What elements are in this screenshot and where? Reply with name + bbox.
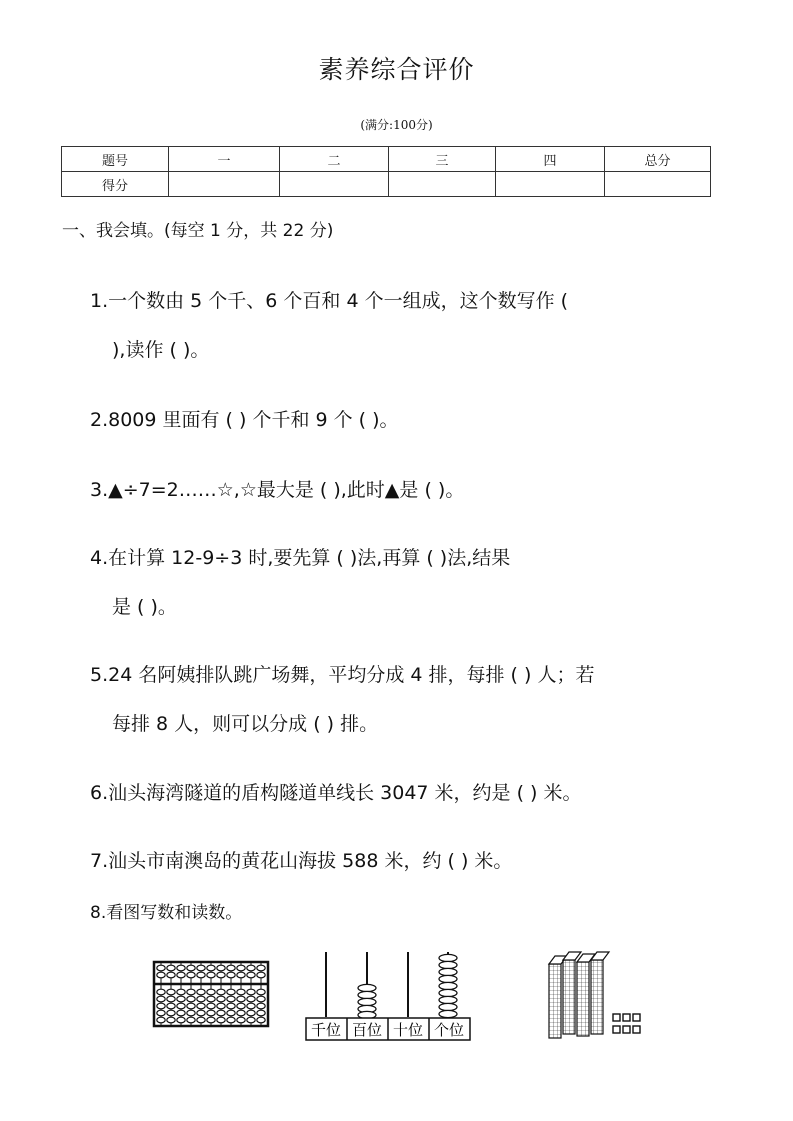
abacus-bead	[247, 996, 255, 1002]
abacus-bead	[257, 1017, 265, 1023]
abacus-bead	[247, 972, 255, 978]
score-input-cell[interactable]	[280, 172, 389, 197]
bead-abacus-figure	[152, 960, 270, 1028]
score-input-cell[interactable]	[169, 172, 280, 197]
abacus-bead	[207, 1003, 215, 1009]
abacus-bead	[177, 972, 185, 978]
abacus-bead	[217, 965, 225, 971]
abacus-bead	[237, 1010, 245, 1016]
abacus-bead	[197, 1010, 205, 1016]
abacus-bead	[197, 1017, 205, 1023]
abacus-bead	[197, 989, 205, 995]
abacus-bead	[237, 1017, 245, 1023]
abacus-bead	[217, 1017, 225, 1023]
hundred-flats	[549, 952, 609, 1038]
abacus-bead	[157, 1010, 165, 1016]
abacus-bead	[197, 965, 205, 971]
base-ten-blocks-figure	[545, 950, 650, 1045]
question-1-line-2: ),读作 ( )。	[112, 339, 210, 361]
abacus-bead	[167, 989, 175, 995]
abacus-bead	[257, 1010, 265, 1016]
full-score-note: (满分:100分)	[360, 118, 433, 132]
abacus-bead	[157, 1017, 165, 1023]
score-cell: 二	[280, 147, 389, 172]
abacus-bead	[157, 965, 165, 971]
abacus-bead	[217, 996, 225, 1002]
unit-cubes	[613, 1014, 640, 1033]
question-6: 6.汕头海湾隧道的盾构隧道单线长 3047 米，约是 ( ) 米。	[90, 782, 582, 804]
abacus-bead	[227, 1010, 235, 1016]
abacus-bead	[207, 1017, 215, 1023]
abacus-bead	[217, 989, 225, 995]
abacus-bead	[237, 1003, 245, 1009]
abacus-bead	[257, 989, 265, 995]
abacus-bead	[207, 965, 215, 971]
abacus-bead	[167, 972, 175, 978]
question-8: 8.看图写数和读数。	[90, 903, 243, 923]
abacus-bead	[207, 1010, 215, 1016]
abacus-bead	[257, 965, 265, 971]
abacus-bead	[187, 965, 195, 971]
place-label-thousands: 千位	[310, 1021, 342, 1039]
abacus-bead	[197, 996, 205, 1002]
abacus-bead	[177, 1017, 185, 1023]
score-cell: 三	[389, 147, 496, 172]
score-input-cell[interactable]	[389, 172, 496, 197]
abacus-bead	[217, 972, 225, 978]
abacus-bead	[167, 965, 175, 971]
abacus-bead	[227, 1017, 235, 1023]
section-heading: 一、我会填。(每空 1 分，共 22 分)	[62, 221, 334, 241]
counting-frame-figure	[302, 948, 474, 1043]
abacus-bead	[167, 996, 175, 1002]
score-cell: 总分	[605, 147, 711, 172]
score-input-cell[interactable]	[496, 172, 605, 197]
abacus-bead	[187, 996, 195, 1002]
abacus-bead	[167, 1003, 175, 1009]
place-label-tens: 十位	[392, 1021, 424, 1039]
abacus-bead	[157, 972, 165, 978]
abacus-bead	[247, 1003, 255, 1009]
hundreds-beads	[358, 984, 376, 1018]
abacus-bead	[167, 1017, 175, 1023]
question-5-line-1: 5.24 名阿姨排队跳广场舞，平均分成 4 排，每排 ( ) 人；若	[90, 664, 595, 686]
abacus-bead	[167, 1010, 175, 1016]
abacus-bead	[157, 1003, 165, 1009]
abacus-bead	[227, 989, 235, 995]
abacus-bead	[247, 1017, 255, 1023]
page-title: 素养综合评价	[318, 55, 475, 84]
abacus-bead	[217, 1003, 225, 1009]
question-1-line-1: 1.一个数由 5 个千、6 个百和 4 个一组成，这个数写作 (	[90, 290, 569, 312]
abacus-bead	[197, 1003, 205, 1009]
abacus-bead	[227, 965, 235, 971]
abacus-bead	[177, 1010, 185, 1016]
abacus-bead	[257, 972, 265, 978]
abacus-bead	[257, 996, 265, 1002]
abacus-bead	[227, 1003, 235, 1009]
ones-beads	[439, 954, 457, 1017]
abacus-bead	[177, 965, 185, 971]
score-table-score-row	[62, 172, 711, 197]
question-4-line-2: 是 ( )。	[112, 596, 177, 618]
abacus-bead	[257, 1003, 265, 1009]
abacus-bead	[237, 965, 245, 971]
place-label-ones: 个位	[433, 1021, 465, 1039]
score-input-cell[interactable]	[605, 172, 711, 197]
abacus-bead	[217, 1010, 225, 1016]
abacus-bead	[237, 972, 245, 978]
abacus-bead	[187, 1010, 195, 1016]
score-row-label: 得分	[62, 172, 169, 197]
abacus-bead	[157, 989, 165, 995]
abacus-bead	[187, 989, 195, 995]
abacus-bead	[187, 1017, 195, 1023]
abacus-bead	[247, 965, 255, 971]
question-5-line-2: 每排 8 人，则可以分成 ( ) 排。	[112, 713, 379, 735]
abacus-bead	[207, 989, 215, 995]
abacus-bead	[227, 996, 235, 1002]
score-table-header-row	[62, 147, 711, 172]
abacus-bead	[237, 989, 245, 995]
question-4-line-1: 4.在计算 12-9÷3 时,要先算 ( )法,再算 ( )法,结果	[90, 547, 511, 569]
abacus-bead	[187, 1003, 195, 1009]
abacus-bead	[197, 972, 205, 978]
abacus-bead	[247, 989, 255, 995]
question-7: 7.汕头市南澳岛的黄花山海拔 588 米，约 ( ) 米。	[90, 850, 513, 872]
question-2: 2.8009 里面有 ( ) 个千和 9 个 ( )。	[90, 409, 399, 431]
abacus-bead	[207, 972, 215, 978]
score-cell: 四	[496, 147, 605, 172]
abacus-bead	[177, 996, 185, 1002]
abacus-bead	[157, 996, 165, 1002]
question-3: 3.▲÷7=2……☆,☆最大是 ( ),此时▲是 ( )。	[90, 479, 465, 501]
score-cell: 一	[169, 147, 280, 172]
abacus-bead	[237, 996, 245, 1002]
place-label-hundreds: 百位	[351, 1021, 383, 1039]
score-cell: 题号	[62, 147, 169, 172]
abacus-bead	[207, 996, 215, 1002]
score-table	[61, 146, 711, 197]
abacus-bead	[247, 1010, 255, 1016]
abacus-bead	[227, 972, 235, 978]
abacus-bead	[177, 1003, 185, 1009]
abacus-bead	[187, 972, 195, 978]
abacus-bead	[177, 989, 185, 995]
